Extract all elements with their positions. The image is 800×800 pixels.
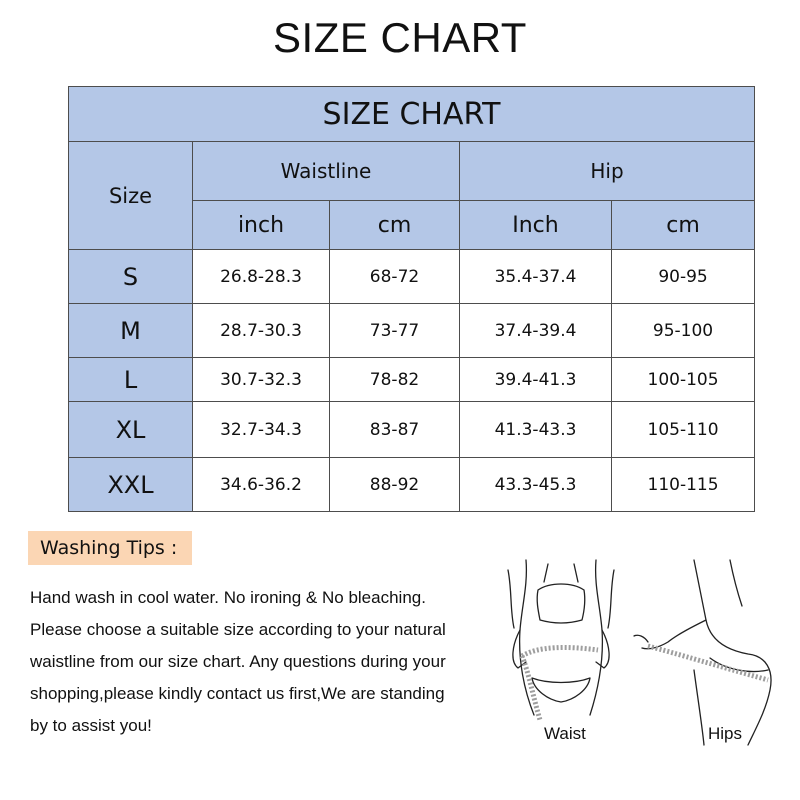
waist-tape-measure xyxy=(522,648,598,656)
tips-line: Please choose a suitable size according to your natural xyxy=(30,620,446,639)
unit-header: cm xyxy=(330,201,460,250)
table-row xyxy=(69,402,755,458)
hips-tape-measure xyxy=(648,646,768,680)
unit-header: Inch xyxy=(460,201,612,250)
hip-header: Hip xyxy=(460,142,755,201)
hips-label: Hips xyxy=(708,724,743,743)
table-cell: 105-110 xyxy=(612,402,755,458)
table-cell: 41.3-43.3 xyxy=(460,402,612,458)
washing-tips-text xyxy=(30,582,500,742)
hips-figure-outline xyxy=(694,560,771,745)
table-caption: SIZE CHART xyxy=(69,87,755,142)
table-cell: 68-72 xyxy=(330,250,460,304)
table-row xyxy=(69,358,755,402)
table-cell: 78-82 xyxy=(330,358,460,402)
table-row xyxy=(69,304,755,358)
table-cell: 110-115 xyxy=(612,458,755,512)
waistline-header: Waistline xyxy=(193,142,460,201)
tips-line: waistline from our size chart. Any questions during your xyxy=(30,652,446,671)
table-cell: 73-77 xyxy=(330,304,460,358)
table-cell: 37.4-39.4 xyxy=(460,304,612,358)
table-cell: 100-105 xyxy=(612,358,755,402)
size-label: M xyxy=(69,304,193,358)
table-cell: 88-92 xyxy=(330,458,460,512)
table-row xyxy=(69,458,755,512)
unit-header: cm xyxy=(612,201,755,250)
table-row xyxy=(69,250,755,304)
table-cell: 35.4-37.4 xyxy=(460,250,612,304)
size-label: XL xyxy=(69,402,193,458)
table-cell: 90-95 xyxy=(612,250,755,304)
tips-line: shopping,please kindly contact us first,We are standing xyxy=(30,684,445,703)
tips-line: by to assist you! xyxy=(30,716,152,735)
table-cell: 39.4-41.3 xyxy=(460,358,612,402)
waist-label: Waist xyxy=(544,724,586,743)
table-cell: 83-87 xyxy=(330,402,460,458)
table-cell: 43.3-45.3 xyxy=(460,458,612,512)
page-title: SIZE CHART xyxy=(273,14,527,61)
tips-line: Hand wash in cool water. No ironing & No bleaching. xyxy=(30,588,426,607)
unit-header: inch xyxy=(193,201,330,250)
size-column-header: Size xyxy=(69,142,193,250)
size-chart-table xyxy=(68,86,755,512)
table-cell: 34.6-36.2 xyxy=(193,458,330,512)
table-cell: 26.8-28.3 xyxy=(193,250,330,304)
size-label: S xyxy=(69,250,193,304)
measurement-illustration xyxy=(498,550,788,750)
measurement-figures-icon xyxy=(498,550,788,750)
table-cell: 95-100 xyxy=(612,304,755,358)
size-label: XXL xyxy=(69,458,193,512)
size-label: L xyxy=(69,358,193,402)
washing-tips-label: Washing Tips : xyxy=(28,531,192,565)
table-cell: 28.7-30.3 xyxy=(193,304,330,358)
table-cell: 32.7-34.3 xyxy=(193,402,330,458)
table-cell: 30.7-32.3 xyxy=(193,358,330,402)
